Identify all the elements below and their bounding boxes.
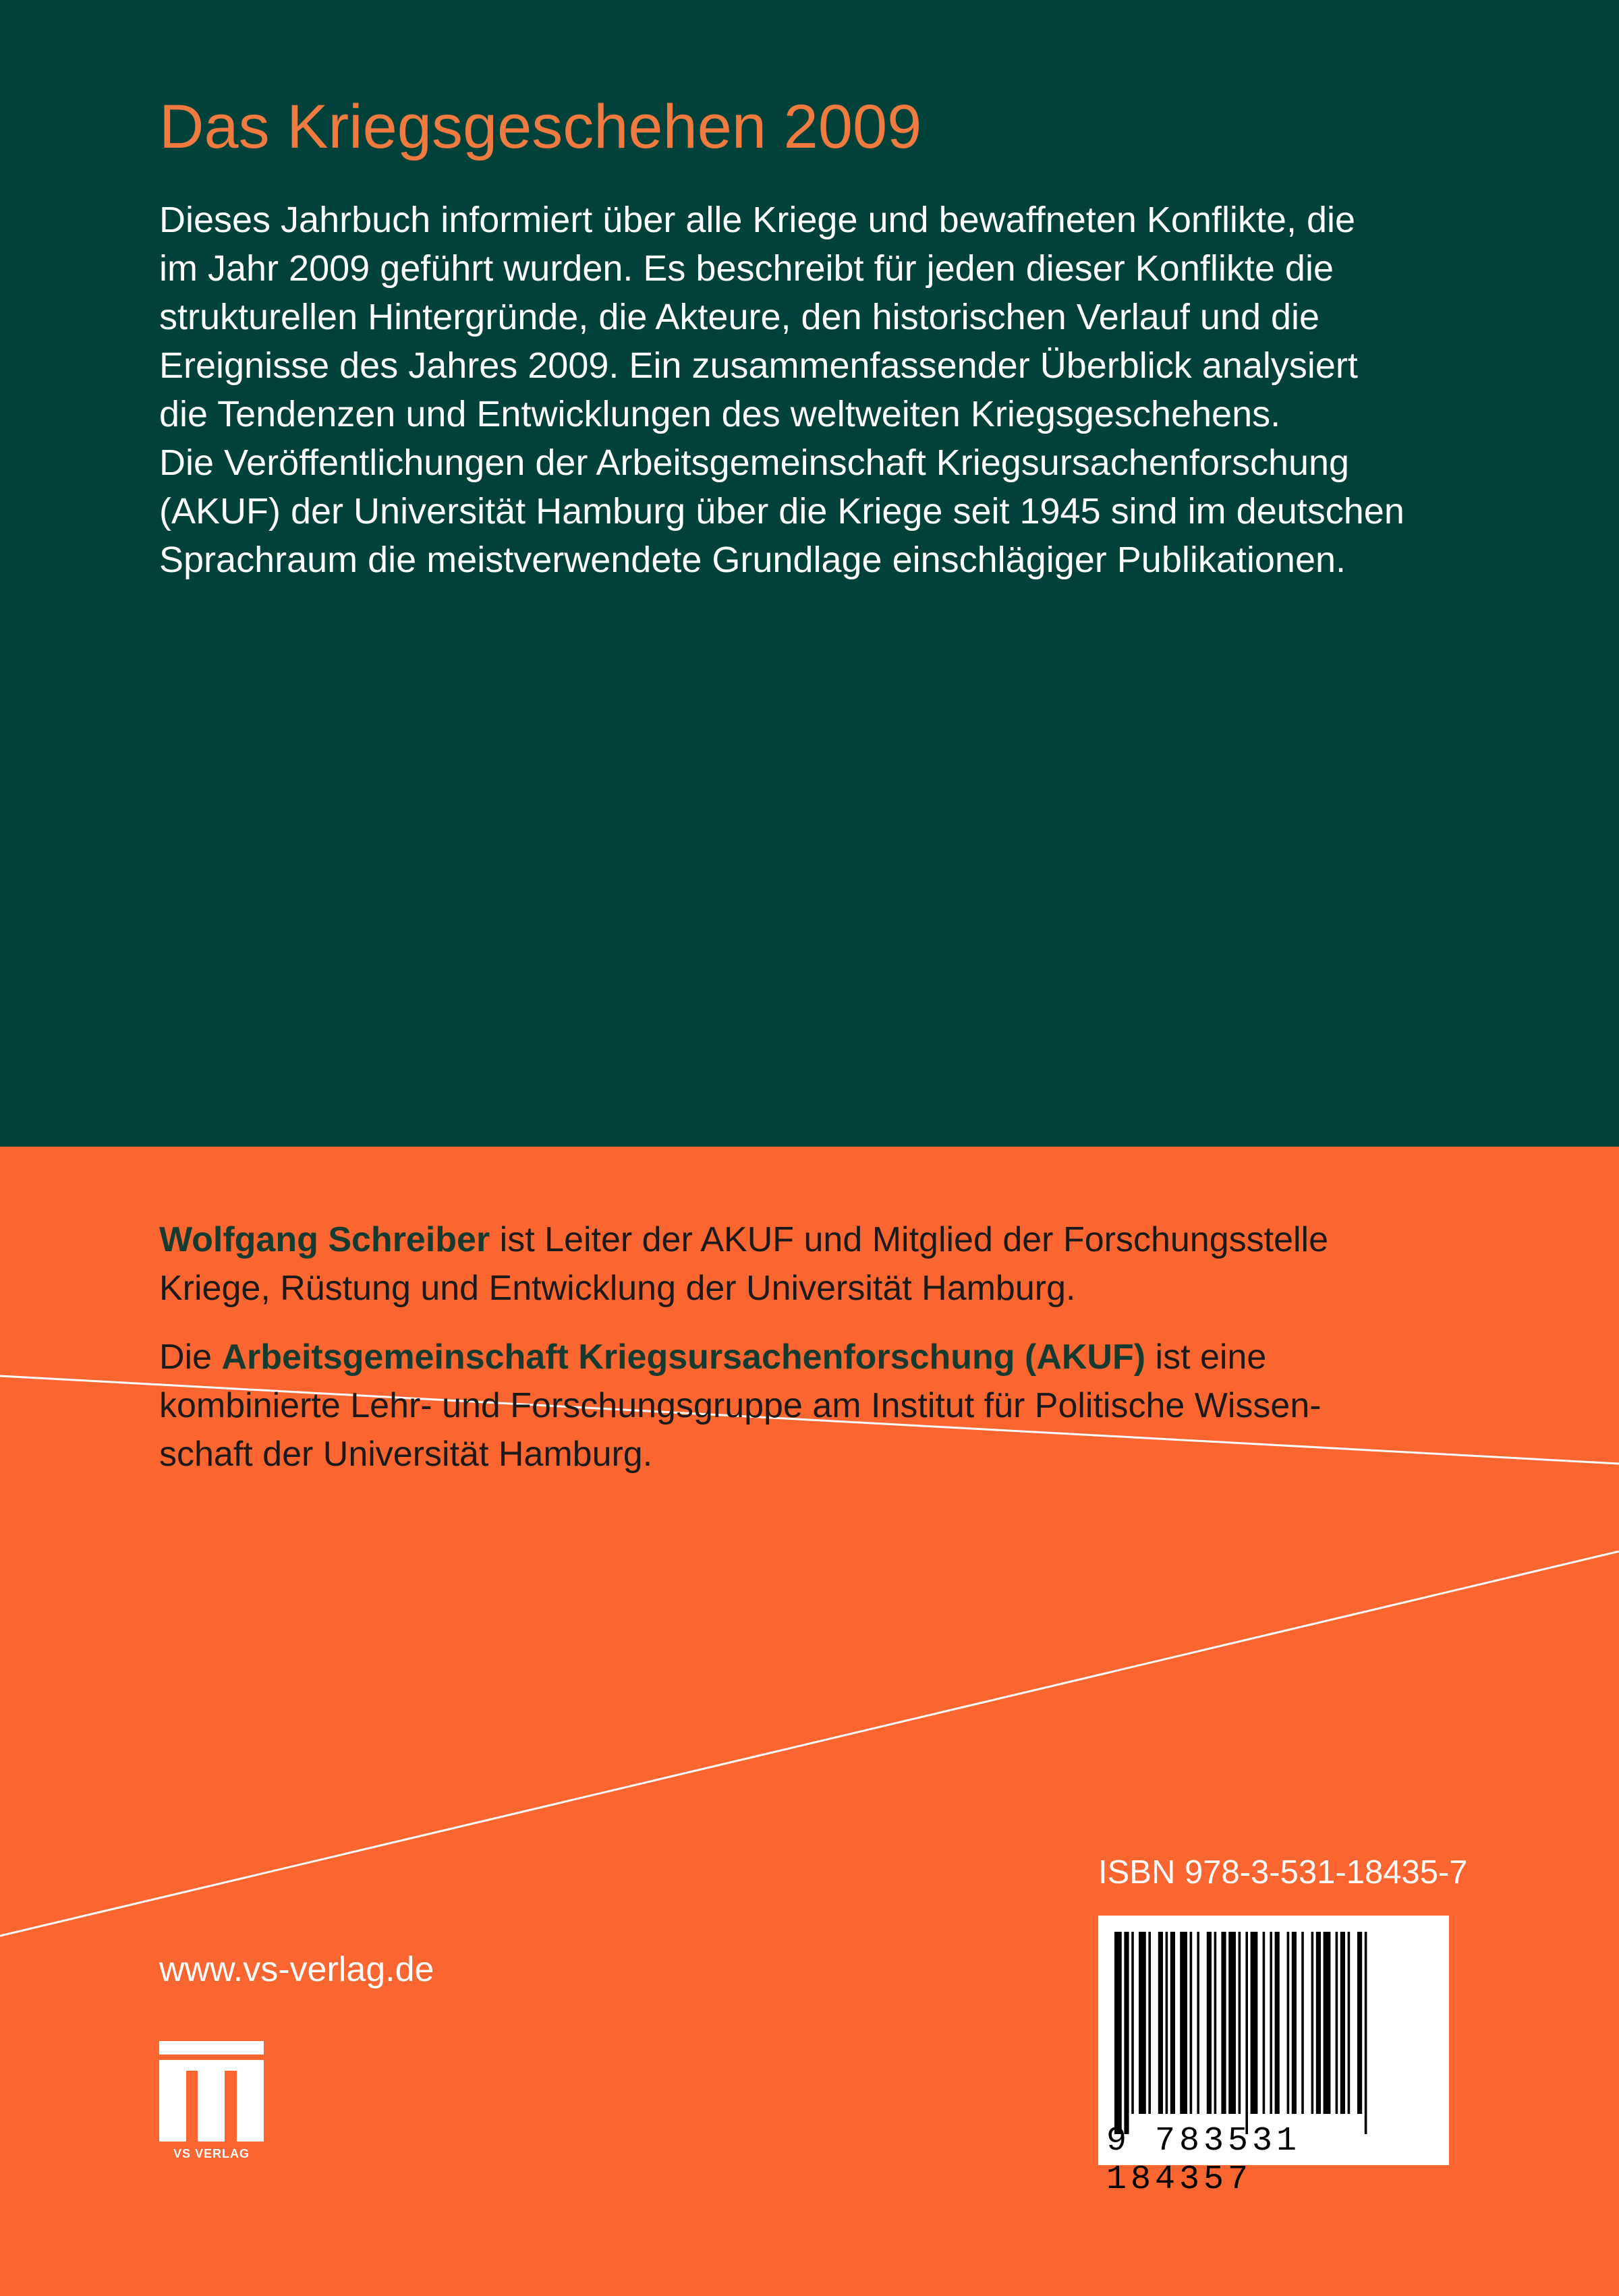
description-line: die Tendenzen und Entwicklungen des weltweiten Kriegsgeschehens. <box>159 394 1281 434</box>
barcode-bar <box>1348 1932 1351 2114</box>
barcode-bar <box>1158 1932 1163 2114</box>
description-line: im Jahr 2009 geführt wurden. Es beschreibt für jeden dieser Konflikte die <box>159 248 1334 289</box>
barcode-bar <box>1287 1932 1290 2114</box>
akuf-text: schaft der Universität Hamburg. <box>159 1435 653 1474</box>
barcode-bar <box>1311 1932 1314 2114</box>
description-line: Die Veröffentlichungen der Arbeitsgemeinschaft Kriegsursachenforschung <box>159 442 1350 483</box>
barcode-digits: 9 783531 184357 <box>1106 2122 1301 2199</box>
barcode-bar <box>1301 1932 1304 2114</box>
barcode-bar <box>1239 1932 1241 2114</box>
book-description <box>159 196 1508 584</box>
barcode-bar <box>1340 1932 1345 2114</box>
barcode-bar <box>1114 1932 1122 2134</box>
barcode-bar <box>1214 1932 1217 2114</box>
description-line: Dieses Jahrbuch informiert über alle Kriege und bewaffneten Konflikte, die <box>159 200 1356 240</box>
barcode-bar <box>1197 1932 1199 2114</box>
top-panel <box>0 0 1619 1147</box>
vs-verlag-logo-icon <box>159 2037 264 2165</box>
barcode-bar <box>1365 1932 1367 2134</box>
description-line: Ereignisse des Jahres 2009. Ein zusammenfassender Überblick analysiert <box>159 345 1358 386</box>
barcode-bar <box>1251 1932 1258 2114</box>
akuf-text: ist eine <box>1145 1338 1267 1377</box>
akuf-name: Arbeitsgemeinschaft Kriegsursachenforschung (AKUF) <box>221 1338 1146 1377</box>
barcode-bar <box>1316 1932 1321 2114</box>
barcode-bar <box>1324 1932 1331 2114</box>
author-name: Wolfgang Schreiber <box>159 1220 490 1259</box>
author-text: Kriege, Rüstung und Entwicklung der Universität Hamburg. <box>159 1269 1076 1308</box>
barcode-bar <box>1148 1932 1151 2114</box>
barcode-bar <box>1190 1932 1193 2114</box>
author-text: ist Leiter der AKUF und Mitglied der Forschungsstelle <box>490 1220 1329 1259</box>
barcode-bar <box>1166 1932 1168 2114</box>
barcode-bar <box>1131 1932 1134 2114</box>
description-line: Sprachraum die meistverwendete Grundlage einschlägiger Publikationen. <box>159 540 1346 580</box>
akuf-prefix: Die <box>159 1338 222 1377</box>
book-title: Das Kriegsgeschehen 2009 <box>159 92 922 161</box>
barcode-bar <box>1245 1932 1248 2134</box>
barcode-bar <box>1124 1932 1129 2134</box>
description-line: (AKUF) der Universität Hamburg über die Kriege seit 1945 sind im deutschen <box>159 491 1404 532</box>
barcode-bar <box>1170 1932 1175 2114</box>
author-paragraph <box>159 1215 1508 1313</box>
publisher-url[interactable]: www.vs-verlag.de <box>159 1950 434 1989</box>
barcode-bar <box>1357 1932 1362 2114</box>
barcode-bar <box>1336 1932 1338 2114</box>
author-info <box>159 1215 1508 1499</box>
barcode-bar <box>1207 1932 1212 2114</box>
akuf-text: kombinierte Lehr- und Forschungsgruppe am Institut für Politische Wissen- <box>159 1386 1322 1425</box>
akuf-paragraph <box>159 1333 1508 1479</box>
isbn-label: ISBN 978-3-531-18435-7 <box>1098 1854 1468 1891</box>
logo-text: VS VERLAG <box>173 2147 250 2160</box>
barcode-bar <box>1275 1932 1280 2114</box>
description-line: strukturellen Hintergründe, die Akteure, den historischen Verlauf und die <box>159 297 1320 337</box>
barcode-bar <box>1180 1932 1187 2114</box>
barcode-bar <box>1228 1932 1236 2114</box>
barcode-bar <box>1263 1932 1266 2114</box>
barcode-bar <box>1139 1932 1146 2114</box>
barcode-bar <box>1292 1932 1297 2114</box>
barcode-bar <box>1221 1932 1226 2114</box>
barcode-bar <box>1270 1932 1272 2114</box>
